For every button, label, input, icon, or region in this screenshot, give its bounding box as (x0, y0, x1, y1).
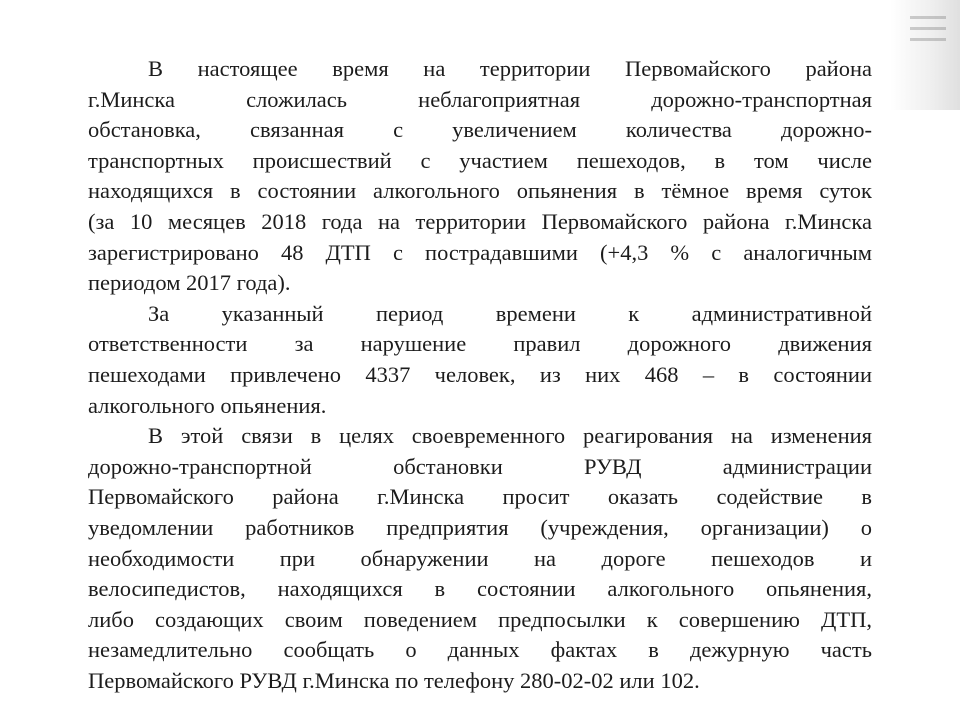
scan-edge-shadow (890, 0, 960, 110)
paragraph-3-line-7: либо создающих своим поведением предпосылки к совершению ДТП, (88, 606, 872, 632)
paragraph-1-line-6: (за 10 месяцев 2018 года на территории Первомайского района г.Минска (88, 208, 872, 234)
paragraph-2-line-3: пешеходами привлечено 4337 человек, из них 468 – в состоянии (88, 361, 872, 387)
paragraph-1-line-1: В настоящее время на территории Первомайского района (148, 56, 872, 81)
paragraph-3-line-2: дорожно-транспортной обстановки РУВД администрации (88, 453, 872, 479)
paragraph-3-line-9: Первомайского РУВД г.Минска по телефону 280-02-02 или 102. (88, 667, 700, 693)
paragraph-2-line-4: алкогольного опьянения. (88, 392, 327, 418)
paragraph-2-line-1: За указанный период времени к административной (148, 300, 872, 326)
document-body (88, 54, 872, 696)
paragraph-1-line-4: транспортных происшествий с участием пешеходов, в том числе (88, 147, 872, 173)
paragraph-1-line-2: г.Минска сложилась неблагоприятная дорожно-транспортная (88, 86, 872, 112)
paragraph-3-line-5: необходимости при обнаружении на дороге пешеходов и (88, 545, 872, 571)
paragraph-1-line-5: находящихся в состоянии алкогольного опьянения в тёмное время суток (88, 178, 872, 204)
paragraph-3-line-8: незамедлительно сообщать о данных фактах в дежурную часть (88, 637, 872, 663)
paragraph-2-line-2: ответственности за нарушение правил дорожного движения (88, 331, 872, 357)
paragraph-1-line-7: зарегистрировано 48 ДТП с пострадавшими (+4,3 % с аналогичным (88, 239, 872, 265)
paragraph-3-line-1: В этой связи в целях своевременного реагирования на изменения (148, 423, 872, 449)
paragraph-3-line-3: Первомайского района г.Минска просит оказать содействие в (88, 484, 872, 510)
paragraph-3-line-4: уведомлении работников предприятия (учреждения, организации) о (88, 514, 872, 540)
paragraph-1-line-3: обстановка, связанная с увеличением количества дорожно- (88, 117, 872, 143)
paragraph-1-line-8: периодом 2017 года). (88, 270, 291, 296)
scan-artifact-icon (910, 8, 946, 68)
paragraph-3-line-6: велосипедистов, находящихся в состоянии алкогольного опьянения, (88, 576, 872, 602)
